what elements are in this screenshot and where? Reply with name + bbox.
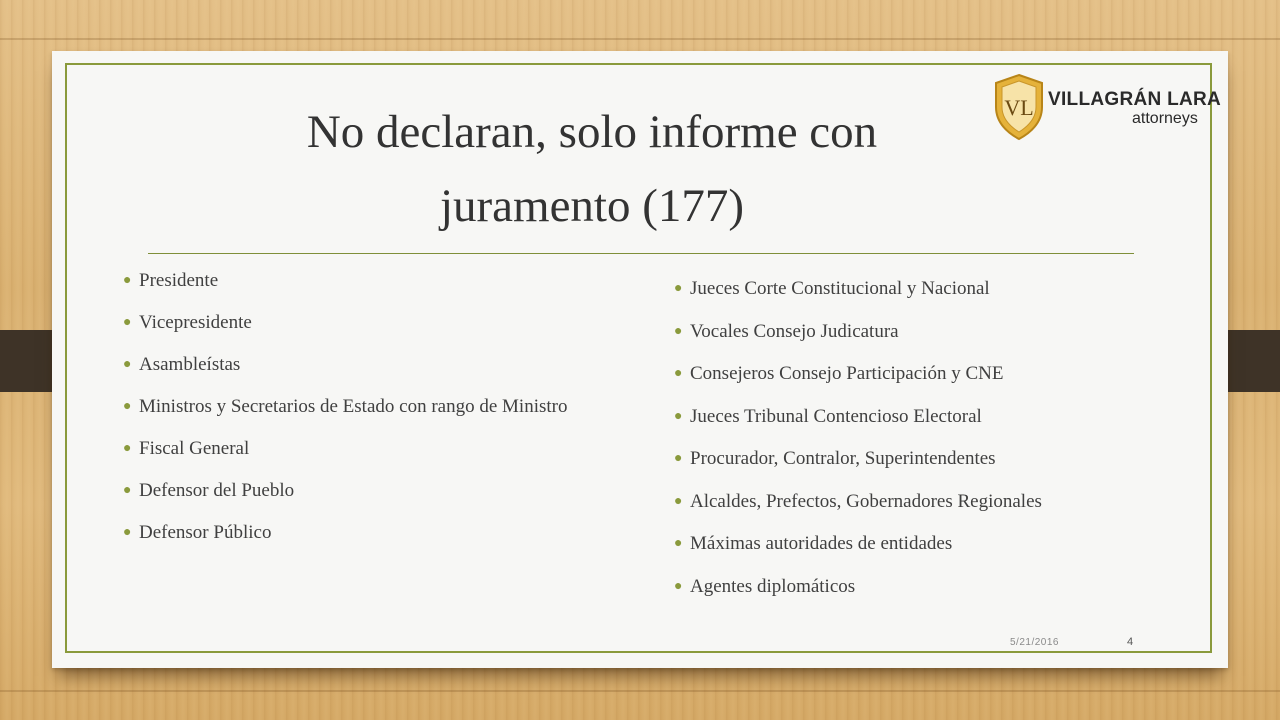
bullet-icon: ● <box>674 281 683 296</box>
logo-monogram: VL <box>1004 95 1034 120</box>
slide-paper <box>52 51 1228 668</box>
bullet-icon: ● <box>123 357 132 372</box>
bullet-icon: ● <box>123 273 132 288</box>
list-item: ● Consejeros Consejo Participación y CNE <box>674 363 1004 384</box>
bullet-icon: ● <box>674 536 683 551</box>
company-logo <box>992 73 1232 141</box>
list-item: ● Fiscal General <box>123 438 250 459</box>
bullet-icon: ● <box>674 578 683 594</box>
bullet-icon: ● <box>674 366 683 381</box>
list-item: ● Vicepresidente <box>123 312 252 333</box>
bullet-icon: ● <box>674 493 683 509</box>
bullet-icon: ● <box>674 323 683 339</box>
bullet-icon: ● <box>123 399 132 414</box>
bullet-icon: ● <box>123 315 132 330</box>
list-item: ● Procurador, Contralor, Superintendentes <box>674 448 996 469</box>
list-item: ● Jueces Corte Constitucional y Nacional <box>674 278 990 299</box>
list-item: ● Vocales Consejo Judicatura <box>674 320 899 342</box>
wood-plank-seam <box>0 690 1280 692</box>
list-item: ● Jueces Tribunal Contencioso Electoral <box>674 405 982 427</box>
list-item: ● Alcaldes, Prefectos, Gobernadores Regionales <box>674 490 1042 512</box>
list-item: ● Agentes diplomáticos <box>674 575 856 597</box>
logo-company-name: VILLAGRÁN LARA <box>1048 89 1222 110</box>
list-item: ● Ministros y Secretarios de Estado con rango de Ministro <box>123 396 568 417</box>
wood-plank-seam <box>0 38 1280 40</box>
footer-date: 5/21/2016 <box>1010 637 1059 648</box>
left-bullet-list <box>114 270 604 564</box>
bullet-icon: ● <box>123 483 132 498</box>
bullet-icon: ● <box>674 451 683 466</box>
list-item: ● Defensor del Pueblo <box>123 480 295 501</box>
bullet-icon: ● <box>123 441 132 456</box>
list-item: ● Máximas autoridades de entidades <box>674 533 953 554</box>
bullet-icon: ● <box>674 408 683 424</box>
list-item: ● Defensor Público <box>123 522 272 543</box>
right-bullet-list <box>665 278 1185 618</box>
bullet-icon: ● <box>123 525 132 540</box>
logo-subtitle: attorneys <box>1132 110 1198 127</box>
shield-icon <box>992 73 1046 141</box>
list-item: ● Presidente <box>123 270 219 291</box>
page-number: 4 <box>1127 636 1134 648</box>
title-divider <box>148 253 1134 254</box>
slide-title: No declaran, solo informe con juramento (177) <box>306 106 878 232</box>
list-item: ● Asambleístas <box>123 354 241 375</box>
